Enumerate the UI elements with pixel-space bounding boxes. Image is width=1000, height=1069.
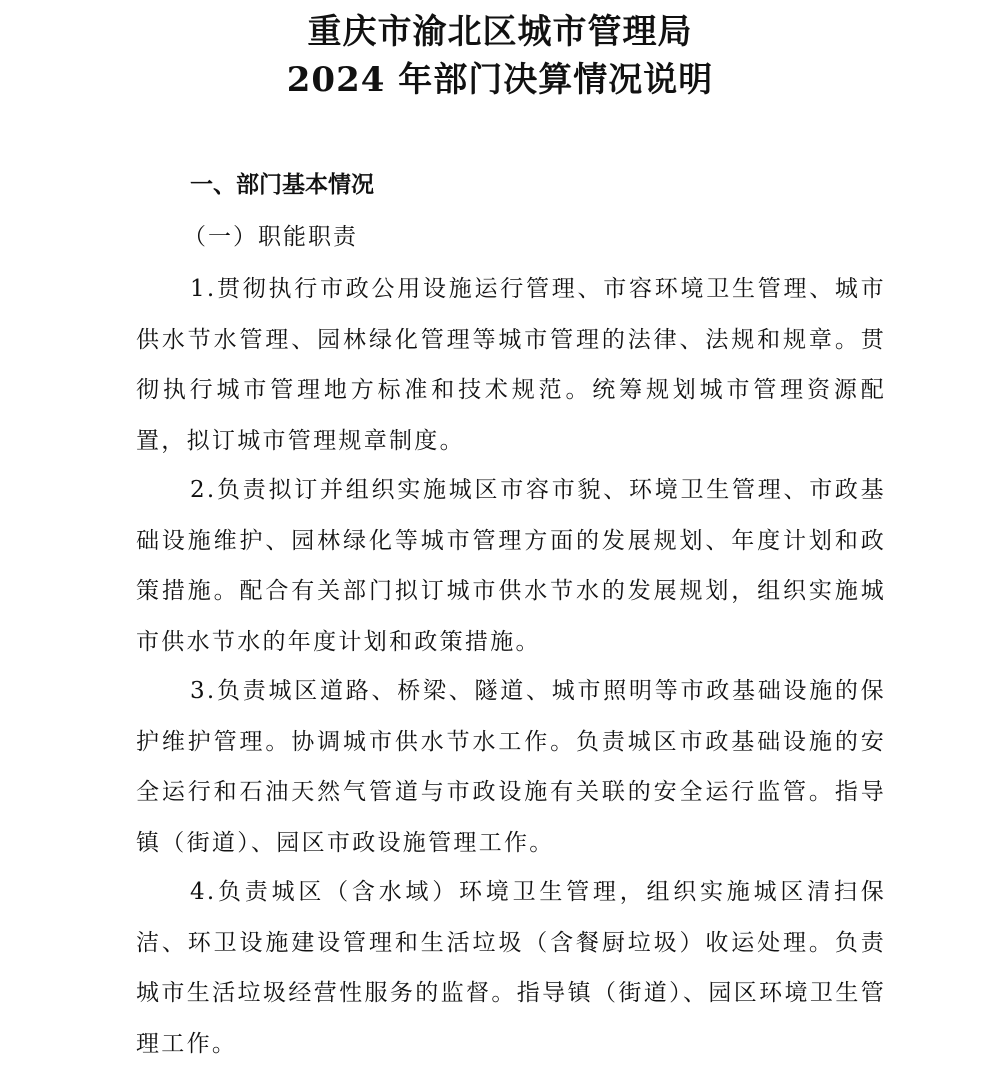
document-title-line2: 2024 年部门决算情况说明 [286,60,714,100]
paragraph-duty-2: 2.负责拟订并组织实施城区市容市貌、环境卫生管理、市政基础设施维护、园林绿化等城市管理方面的发展规划、年度计划和政策措施。配合有关部门拟订城市供水节水的发展规划，组织实施城市供水节水的年度计划和政策措施。 [136,477,886,655]
section-heading: 一、部门基本情况 [190,171,374,198]
paragraph-duty-4: 4.负责城区（含水域）环境卫生管理，组织实施城区清扫保洁、环卫设施建设管理和生活垃圾（含餐厨垃圾）收运处理。负责城市生活垃圾经营性服务的监督。指导镇（街道）、园区环境卫生管理工作。 [136,879,886,1057]
document-title-line1: 重庆市渝北区城市管理局 [307,12,693,52]
subsection-heading: （一）职能职责 [183,224,358,250]
paragraph-duty-1: 1.贯彻执行市政公用设施运行管理、市容环境卫生管理、城市供水节水管理、园林绿化管理等城市管理的法律、法规和规章。贯彻执行城市管理地方标准和技术规范。统筹规划城市管理资源配置，拟订城市管理规章制度。 [136,276,886,454]
paragraph-duty-3: 3.负责城区道路、桥梁、隧道、城市照明等市政基础设施的保护维护管理。协调城市供水节水工作。负责城区市政基础设施的安全运行和石油天然气管道与市政设施有关联的安全运行监管。指导镇（街道）、园区市政设施管理工作。 [136,678,886,856]
